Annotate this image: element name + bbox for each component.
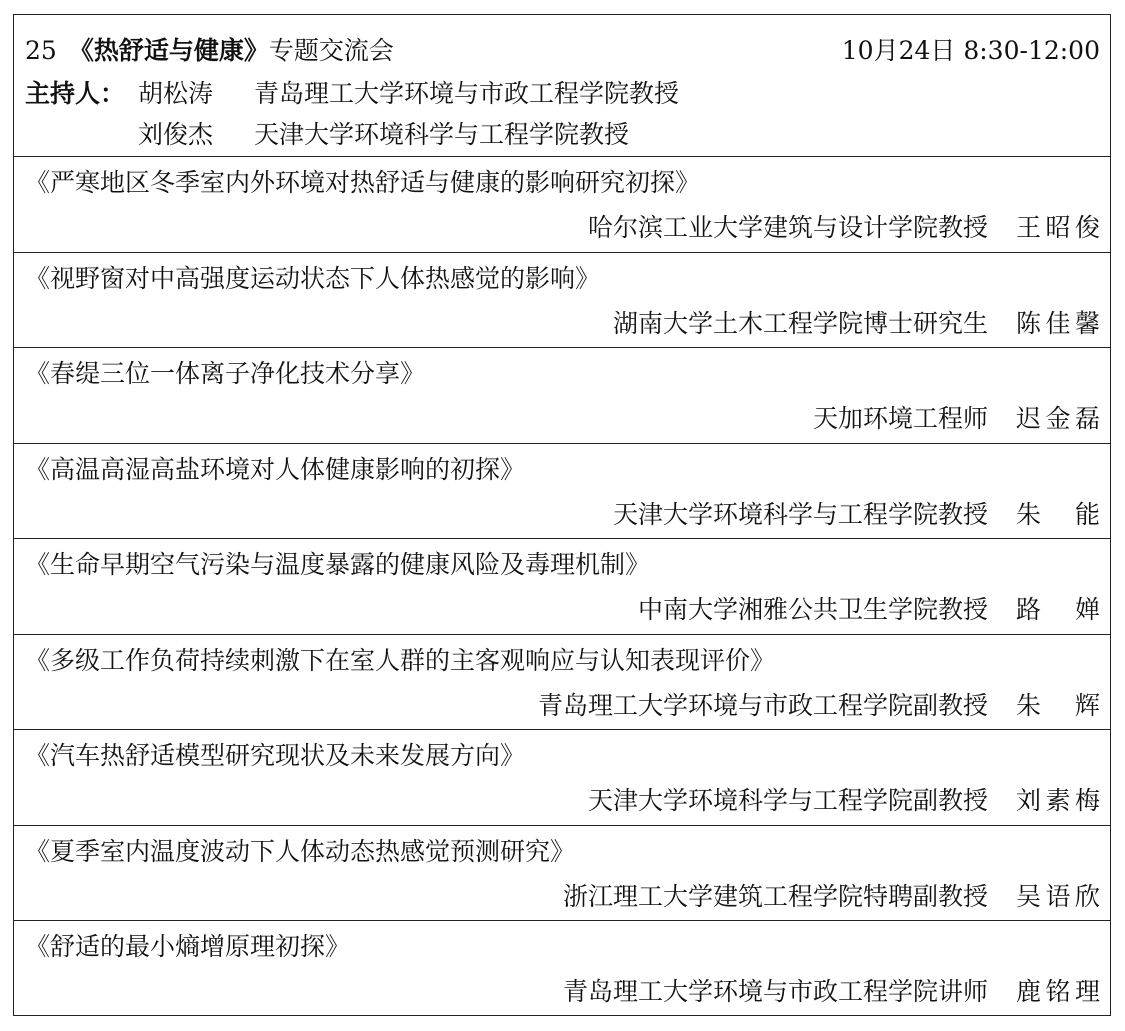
talk-speaker-line bbox=[638, 594, 1100, 626]
talk-row bbox=[14, 826, 1110, 922]
talk-title: 《多级工作负荷持续刺激下在室人群的主客观响应与认知表现评价》 bbox=[25, 645, 776, 675]
speaker-name: 王昭俊 bbox=[1016, 213, 1100, 242]
speaker-name: 朱辉 bbox=[1016, 690, 1100, 720]
talk-title: 《舒适的最小熵增原理初探》 bbox=[25, 932, 351, 961]
talk-title: 《汽车热舒适模型研究现状及未来发展方向》 bbox=[25, 741, 526, 770]
session-time: 10月24日 8:30-12:00 bbox=[841, 36, 1100, 65]
speaker-affiliation: 中南大学湘雅公共卫生学院教授 bbox=[637, 595, 988, 624]
talk-title: 《视野窗对中高强度运动状态下人体热感觉的影响》 bbox=[25, 263, 601, 293]
talk-title: 《严寒地区冬季室内外环境对热舒适与健康的影响研究初探》 bbox=[25, 168, 701, 197]
session-header bbox=[14, 15, 1110, 157]
talk-row bbox=[14, 444, 1110, 540]
session-table bbox=[13, 14, 1111, 1016]
speaker-affiliation: 浙江理工大学建筑工程学院特聘副教授 bbox=[562, 881, 988, 911]
speaker-affiliation: 天加环境工程师 bbox=[812, 404, 988, 433]
speaker-affiliation: 天津大学环境科学与工程学院教授 bbox=[612, 499, 988, 529]
talk-row bbox=[14, 539, 1110, 635]
talk-title: 《夏季室内温度波动下人体动态热感觉预测研究》 bbox=[25, 836, 576, 866]
session-title-suffix: 专题交流会 bbox=[268, 36, 394, 65]
talk-row bbox=[14, 157, 1110, 253]
talk-row bbox=[14, 348, 1110, 444]
talk-speaker-line bbox=[813, 403, 1100, 435]
speaker-name: 刘素梅 bbox=[1016, 786, 1100, 815]
host-name: 刘俊杰 bbox=[138, 120, 214, 149]
speaker-affiliation: 青岛理工大学环境与市政工程学院副教授 bbox=[537, 690, 988, 720]
talk-speaker-line bbox=[613, 308, 1100, 340]
talk-row bbox=[14, 921, 1110, 1017]
talk-row bbox=[14, 635, 1110, 731]
session-title: 《热舒适与健康》 bbox=[68, 36, 269, 65]
speaker-affiliation: 湖南大学土木工程学院博士研究生 bbox=[612, 308, 988, 338]
host-affiliation: 天津大学环境科学与工程学院教授 bbox=[254, 120, 630, 149]
session-number: 25 bbox=[25, 36, 57, 65]
speaker-name: 迟金磊 bbox=[1016, 404, 1100, 433]
host-row bbox=[138, 78, 679, 110]
talk-row bbox=[14, 730, 1110, 826]
speaker-name: 陈佳馨 bbox=[1016, 308, 1100, 338]
talk-speaker-line bbox=[588, 212, 1100, 244]
host-label: 主持人： bbox=[25, 79, 126, 108]
speaker-name: 朱能 bbox=[1016, 499, 1100, 529]
speaker-name: 路婵 bbox=[1016, 595, 1100, 624]
talk-title: 《春缇三位一体离子净化技术分享》 bbox=[25, 359, 426, 388]
talk-row bbox=[14, 253, 1110, 349]
speaker-name: 鹿铭理 bbox=[1016, 977, 1100, 1006]
talk-title: 《生命早期空气污染与温度暴露的健康风险及毒理机制》 bbox=[25, 550, 651, 579]
speaker-affiliation: 哈尔滨工业大学建筑与设计学院教授 bbox=[587, 213, 988, 242]
talk-speaker-line bbox=[538, 690, 1100, 722]
host-name: 胡松涛 bbox=[138, 79, 214, 108]
talk-speaker-line bbox=[563, 976, 1100, 1008]
speaker-affiliation: 天津大学环境科学与工程学院副教授 bbox=[587, 786, 988, 815]
talk-speaker-line bbox=[588, 785, 1100, 817]
speaker-affiliation: 青岛理工大学环境与市政工程学院讲师 bbox=[562, 977, 988, 1006]
host-row bbox=[138, 119, 629, 151]
session-title-line bbox=[25, 35, 394, 67]
talk-speaker-line bbox=[563, 881, 1100, 913]
speaker-name: 吴语欣 bbox=[1016, 881, 1100, 911]
host-affiliation: 青岛理工大学环境与市政工程学院教授 bbox=[254, 79, 680, 108]
talk-title: 《高温高湿高盐环境对人体健康影响的初探》 bbox=[25, 454, 526, 484]
talk-speaker-line bbox=[613, 499, 1100, 531]
